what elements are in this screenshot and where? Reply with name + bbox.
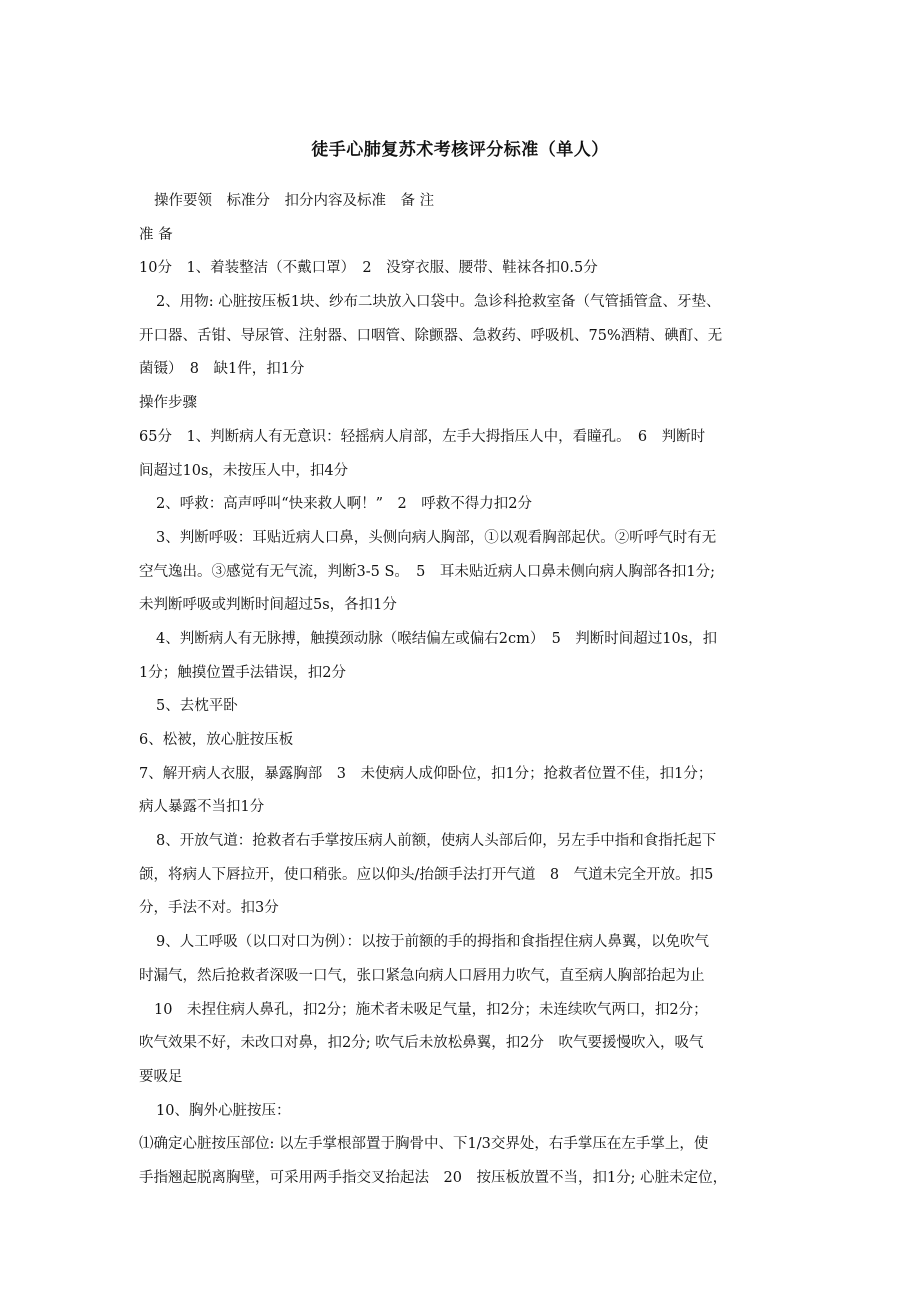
text-line: 颌，将病人下唇拉开，使口稍张。应以仰头/抬颌手法打开气道 8 气道未完全开放。扣5: [139, 866, 714, 883]
text-line: 吹气效果不好，未改口对鼻，扣2分; 吹气后未放松鼻翼，扣2分 吹气要援慢吹入，吸气: [139, 1035, 704, 1052]
text-line: 65分 1、判断病人有无意识：轻摇病人肩部，左手大拇指压人中，看瞳孔。 6 判断时: [139, 428, 706, 445]
text-line: 2、呼救：高声呼叫“快来救人啊！” 2 呼救不得力扣2分: [156, 496, 532, 513]
text-line: 1分；触摸位置手法错误，扣2分: [139, 664, 346, 681]
text-line: 8、开放气道：抢救者右手掌按压病人前额，使病人头部后仰，另左手中指和食指托起下: [156, 833, 717, 850]
section-heading-steps: 操作步骤: [139, 395, 197, 412]
text-line: 手指翘起脱离胸壁，可采用两手指交叉抬起法 20 按压板放置不当，扣1分; 心脏未定位，: [139, 1169, 728, 1186]
section-heading-preparation: 准 备: [139, 226, 173, 243]
text-line: 3、判断呼吸：耳贴近病人口鼻，头侧向病人胸部，①以观看胸部起伏。②听呼气时有无: [156, 529, 717, 546]
text-line: 开口器、舌钳、导尿管、注射器、口咽管、除颤器、急救药、呼吸机、75%酒精、碘酊、无: [139, 327, 723, 344]
text-line: ⑴确定心脏按压部位: 以左手掌根部置于胸骨中、下1/3交界处，右手掌压在左手掌上，使: [139, 1136, 709, 1153]
text-line: 7、解开病人衣服，暴露胸部 3 未使病人成仰卧位，扣1分；抢救者位置不佳，扣1分；: [139, 765, 713, 782]
text-line: 间超过10s，未按压人中，扣4分: [139, 462, 349, 479]
document-body: [139, 185, 784, 1196]
text-line: 要吸足: [139, 1068, 183, 1085]
text-line: 分，手法不对。扣3分: [139, 900, 279, 917]
text-line: 未判断呼吸或判断时间超过5s，各扣1分: [139, 597, 397, 614]
text-line: 10、胸外心脏按压：: [156, 1102, 291, 1119]
text-line: 时漏气，然后抢救者深吸一口气，张口紧急向病人口唇用力吹气，直至病人胸部抬起为止: [139, 967, 705, 984]
header-row: 操作要领 标准分 扣分内容及标准 备 注: [154, 193, 435, 209]
text-line: 6、松被，放心脏按压板: [139, 732, 294, 748]
text-line: 病人暴露不当扣1分: [139, 799, 265, 816]
text-line: 5、去枕平卧: [156, 698, 238, 715]
text-line: 4、判断病人有无脉搏，触摸颈动脉（喉结偏左或偏右2cm） 5 判断时间超过10s，扣: [156, 630, 718, 647]
text-line: 10 未捏住病人鼻孔，扣2分；施术者未吸足气量，扣2分；未连续吹气两口，扣2分；: [154, 1001, 708, 1018]
text-line: 9、人工呼吸（以口对口为例）：以按于前额的手的拇指和食指捏住病人鼻翼，以免吹气: [156, 934, 709, 951]
text-line: 空气逸出。③感觉有无气流，判断3-5 S。 5 耳未贴近病人口鼻未侧向病人胸部各扣1分;: [139, 563, 715, 580]
document-title: 徒手心肺复苏术考核评分标准（单人）: [311, 140, 609, 160]
text-line: 10分 1、着装整洁（不戴口罩） 2 没穿衣服、腰带、鞋袜各扣0.5分: [139, 260, 598, 277]
text-line: 2、用物: 心脏按压板1块、纱布二块放入口袋中。急诊科抢救室备（气管插管盒、牙垫、: [156, 294, 721, 311]
text-line: 菌镊） 8 缺1件，扣1分: [139, 361, 305, 378]
